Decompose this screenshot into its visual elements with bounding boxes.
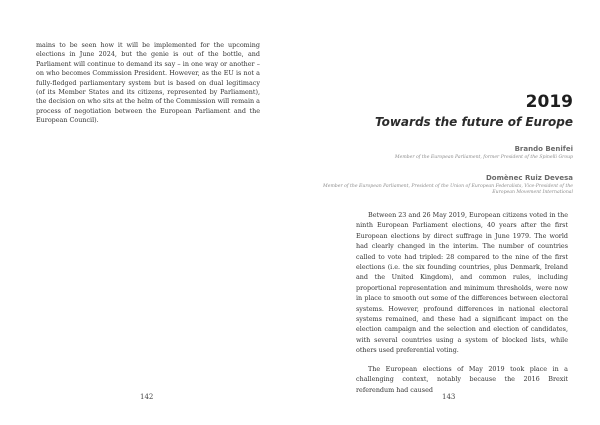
author-block — [300, 174, 573, 196]
page-number-left: 142 — [140, 393, 154, 401]
author-name: Brando Benifei — [514, 145, 573, 153]
page-number-right: 143 — [442, 393, 456, 401]
author-role: Member of the European Parliament, former President of the Spinelli Group — [394, 155, 573, 160]
chapter-year: 2019 — [525, 92, 573, 112]
left-page-body — [36, 41, 260, 126]
left-page-paragraph: mains to be seen how it will be implemented for the upcoming elections in June 2024, but the genie is out of the bottle, and Parliament will continue to demand its say – in one way or another – on who becomes Commission President. However, as the EU is not a fully-fledged parliamentary system but is based on dual legitimacy (of its Member States and its citizens, represented by Parliament), the decision on who sits at the helm of the Commission will remain a process of negotiation between the European Parliament and the European Council). — [36, 41, 260, 125]
author-role: Member of the European Parliament, President of the Union of European Federalists, Vice-President of the European Movement International — [323, 184, 573, 195]
chapter-title: Towards the future of Europe — [374, 115, 573, 129]
body-paragraph: The European elections of May 2019 took place in a challenging context, notably because the 2016 Brexit referendum had caused — [356, 364, 568, 394]
right-page-body — [356, 210, 568, 403]
author-name: Domènec Ruiz Devesa — [485, 174, 573, 182]
author-block — [395, 145, 573, 161]
right-page — [300, 0, 600, 425]
body-paragraph: Between 23 and 26 May 2019, European citizens voted in the ninth European Parliament elections, 40 years after the first European elections by direct suffrage in June 1979. The world had clearly changed in the interim. The number of countries called to vote had tripled: 28 compared to the nine of the first elections (i.e. the six founding countries, plus Denmark, Ireland and the United Kingdom), and common rules, including proportional representation and minimum thresholds, were now in place to smooth out some of the differences between electoral systems. However, profound differences in national electoral systems remained, and these had a significant impact on the election campaign and the selection and election of candidates, with several countries using a system of blocked lists, while others used preferential voting. — [356, 211, 568, 355]
